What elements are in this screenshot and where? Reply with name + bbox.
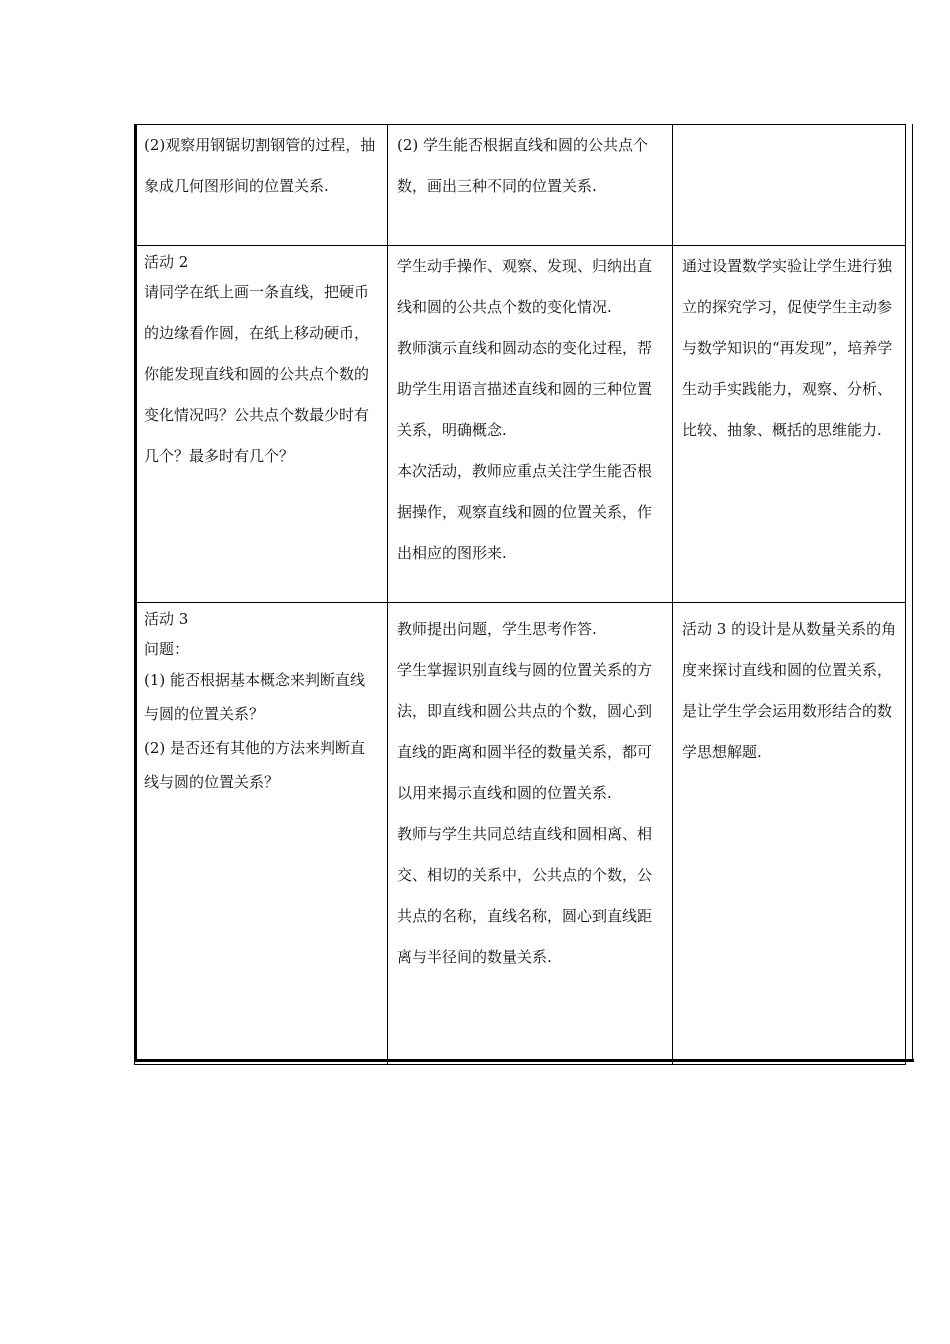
table-row (135, 603, 906, 1065)
row2-col2-para3: 本次活动，教师应重点关注学生能否根据操作，观察直线和圆的位置关系，作出相应的图形来. (397, 462, 653, 562)
row1-col2-text: (2) 学生能否根据直线和圆的公共点个数，画出三种不同的位置关系. (397, 136, 649, 195)
cell-teaching-content (135, 125, 388, 246)
cell-teacher-student-activity (388, 246, 673, 603)
row2-col2-para2: 教师演示直线和圆动态的变化过程，帮助学生用语言描述直线和圆的三种位置关系，明确概念. (397, 339, 653, 439)
cell-design-intent (673, 603, 906, 1065)
activity-3-title: 活动 3 (144, 610, 189, 628)
table-outer-right-border (912, 124, 913, 1061)
cell-teaching-content (135, 246, 388, 603)
cell-teaching-content (135, 603, 388, 1065)
table-row (135, 246, 906, 603)
activity-3-question-label: 问题： (144, 640, 190, 658)
lesson-plan-table (134, 124, 906, 1065)
row3-col2-para3: 教师与学生共同总结直线和圆相离、相交、相切的关系中，公共点的个数，公共点的名称，直线名称，圆心到直线距离与半径间的数量关系. (397, 825, 653, 966)
row2-col3-text: 通过设置数学实验让学生进行独立的探究学习，促使学生主动参与数学知识的“再发现”，培养学生动手实践能力，观察、分析、比较、抽象、概括的思维能力. (682, 257, 893, 439)
activity-2-description: 请同学在纸上画一条直线，把硬币的边缘看作圆，在纸上移动硬币，你能发现直线和圆的公共点个数的变化情况吗？公共点个数最少时有几个？最多时有几个？ (144, 283, 370, 465)
activity-3-question-1: (1) 能否根据基本概念来判断直线与圆的位置关系？ (144, 671, 366, 723)
row3-col2-para1: 教师提出问题，学生思考作答. (397, 620, 597, 638)
cell-teacher-student-activity (388, 603, 673, 1065)
cell-teacher-student-activity (388, 125, 673, 246)
row1-col1-text: (2)观察用钢锯切割钢管的过程，抽象成几何图形间的位置关系. (144, 136, 376, 195)
row3-col3-text: 活动 3 的设计是从数量关系的角度来探讨直线和圆的位置关系，是让学生学会运用数形结合的数学思想解题. (682, 620, 897, 761)
table-row (135, 125, 906, 246)
activity-3-question-2: (2) 是否还有其他的方法来判断直线与圆的位置关系？ (144, 739, 366, 791)
cell-design-intent (673, 125, 906, 246)
activity-2-title: 活动 2 (144, 253, 189, 271)
row3-col2-para2: 学生掌握识别直线与圆的位置关系的方法，即直线和圆公共点的个数，圆心到直线的距离和圆半径的数量关系，都可以用来揭示直线和圆的位置关系. (397, 661, 653, 802)
row2-col2-para1: 学生动手操作、观察、发现、归纳出直线和圆的公共点个数的变化情况. (397, 257, 653, 316)
cell-design-intent (673, 246, 906, 603)
